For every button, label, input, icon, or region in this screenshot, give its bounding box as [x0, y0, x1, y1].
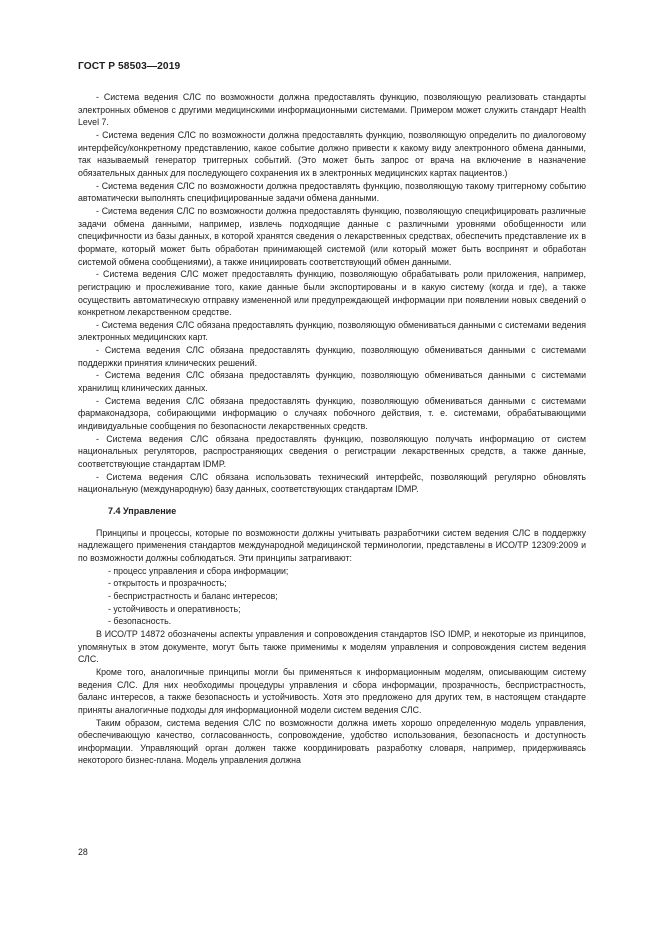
list-item: - открытость и прозрачность; — [108, 578, 227, 589]
paragraph: В ИСО/ТР 14872 обозначены аспекты управления и сопровождения стандартов ISO IDMP, и некоторые из принципов, упомянутых в этом документе, могут быть также применимы к моделям управления и сопровождения систем ведения СЛС. — [78, 628, 586, 665]
paragraph: - Система ведения СЛС обязана предоставлять функцию, позволяющую получать информацию от систем национальных регуляторов, распространяющих сведения о регистрации лекарственных средств, а также данные, соответствующие стандартам IDMP. — [78, 433, 586, 470]
list-item: - процесс управления и сбора информации; — [108, 565, 289, 576]
page-number: 28 — [78, 847, 88, 857]
paragraph: - Система ведения СЛС по возможности должна предоставлять функцию, позволяющую такому триггерному событию автоматически выполнять специфицированные задачи обмена данными. — [78, 180, 586, 204]
paragraph: - Система ведения СЛС обязана предоставлять функцию, позволяющую обмениваться данными с системами хранилищ клинических данных. — [78, 370, 586, 394]
paragraph: Кроме того, аналогичные принципы могли бы применяться к информационным моделям, описывающим систему ведения СЛС. Для них необходимы процедуры управления и сбора информации, прозрачность, беспристрастность, баланс интересов, а также безопасность и устойчивость. Хотя это предложено для других тем, в настоящем стандарте приняты аналогичные подходы для информационной модели систем ведения СЛС. — [78, 666, 586, 715]
paragraph: - Система ведения СЛС может предоставлять функцию, позволяющую обрабатывать роли приложения, например, регистрацию и прослеживание того, какие данные были экспортированы и в какую систему (когда и где), а также осуществить автоматическую отправку измененной или предупреждающей информации при появлении новых сведений о конкретном лекарственном средстве. — [78, 269, 586, 318]
list-item: - безопасность. — [108, 616, 172, 627]
paragraph: - Система ведения СЛС обязана предоставлять функцию, позволяющую обмениваться данными с системами фармаконадзора, собирающими информацию о случаях побочного действия, т. е. системами, обрабатывающими индивидуальные сообщения по безопасности лекарственных средств. — [78, 395, 586, 432]
paragraph: - Система ведения СЛС по возможности должна предоставлять функцию, позволяющую реализовать стандарты электронных обменов с другими медицинскими информационными системами. Примером может служить стандарт Health Level 7. — [78, 92, 586, 128]
section-heading: 7.4 Управление — [108, 506, 177, 516]
paragraph: - Система ведения СЛС по возможности должна предоставлять функцию, позволяющую определить по диалоговому интерфейсу/конкретному представлению, какое событие должно привести к какому виду электронного обмена данными, так называемый генератор триггерных событий. (Это может быть запрос от врача на включение в назначение обязательных данных для последующего сохранения их в электронных медицинских картах пациентов.) — [78, 129, 586, 178]
list-item: - устойчивость и оперативность; — [108, 603, 241, 614]
document-header: ГОСТ Р 58503—2019 — [78, 61, 181, 72]
list-item: - беспристрастность и баланс интересов; — [108, 590, 278, 601]
paragraph: - Система ведения СЛС по возможности должна предоставлять функцию, позволяющую специфицировать различные задачи обмена данными, например, извлечь подходящие данные с различными уровнями обобщенности или специфичности из базы данных, в которой хранятся сведения о лекарственных средствах, обеспечить представление их в формате, который может быть обработан принимающей системой (или который может быть воспринят и обработан системой обмена сообщениями), а также инициировать соответствующий обмен данными. — [78, 205, 586, 267]
paragraph: - Система ведения СЛС обязана предоставлять функцию, позволяющую обмениваться данными с системами ведения электронных медицинских карт. — [78, 319, 586, 343]
paragraph: - Система ведения СЛС обязана использовать технический интерфейс, позволяющий регулярно обновлять национальную (международную) базу данных, соответствующих стандартам IDMP. — [78, 471, 586, 495]
paragraph: Таким образом, система ведения СЛС по возможности должна иметь хорошо определенную модель управления, обеспечивающую качество, согласованность, сопровождение, удобство использования, безопасность и доступность информации. Управляющий орган должен также координировать разработку словаря, например, придерживаясь некоторого бизнес-плана. Модель управления должна — [78, 717, 586, 766]
principles-list — [78, 565, 586, 628]
intro-paragraph: Принципы и процессы, которые по возможности должны учитывать разработчики систем ведения СЛС в поддержку надлежащего применения стандартов международной медицинской терминологии, представлены в ИСО/ТР 12309:2009 и по возможности должны соблюдаться. Эти принципы затрагивают: — [78, 527, 586, 563]
paragraph: - Система ведения СЛС обязана предоставлять функцию, позволяющую обмениваться данными с системами поддержки принятия клинических решений. — [78, 345, 586, 368]
document-body — [78, 91, 586, 767]
